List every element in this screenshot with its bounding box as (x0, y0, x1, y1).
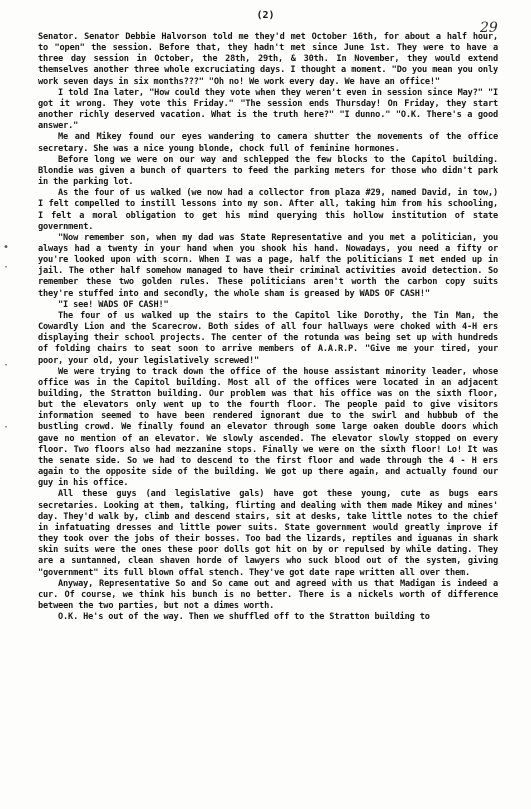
paragraph: Senator. Senator Debbie Halvorson told me they'd met October 16th, for about a half hour, to "open" the session. Before that, they hadn't met since June 1st. They were to have a three day session in October, the 28th, 29th, & 30th. In November, they would extend themselves another three whole excruciating days. I thought a moment. "Do you mean you only work seven days in six months???" "Oh no! We work every day. We have an office!" (38, 32, 498, 87)
paragraph: Me and Mikey found our eyes wandering to camera shutter the movements of the office secretary. She was a nice young blonde, chock full of feminine hormones. (38, 132, 498, 154)
margin-mark: · (3, 422, 10, 433)
paragraph: The four of us walked up the stairs to the Capitol like Dorothy, the Tin Man, the Cowardly Lion and the Scarecrow. Both sides of all four hallways were choked with 4-H ers displaying their school projects. The center of the rotunda was being set up with hundreds of folding chairs to seat soon to arrive members of A.A.R.P. "Give me your tired, your poor, your old, your legislatively screwed!" (38, 310, 498, 366)
paragraph: We were trying to track down the office of the house assistant minority leader, whose office was in the Capitol building. Most all of the offices were located in an adjacent building, the Stratton building. Our problem was that his office was on the sixth floor, but the elevators only went up to the fourth floor. The people paid to give visitors information seemed to have been rendered ignorant due to the swirl and hubbub of the bustling crowd. We finally found an elevator through some large oaken double doors which gave no mention of an elevator. We slowly ascended. The elevator slowly stopped on every floor. Two floors also had mezzanine stops. Finally we were on the sixth floor! Lo! It was the senate side. So we had to descend to the first floor and wade through the 4 - H ers again to the opposite side of the building. We got up there again, and actually found our guy in his office. (38, 366, 498, 489)
letter-body (38, 32, 498, 623)
paragraph: Anyway, Representative So and So came out and agreed with us that Madigan is indeed a cur. Of course, we think his bunch is no better. There is a nickels worth of difference between the two parties, but not a dimes worth. (38, 578, 498, 611)
page-number: (2) (256, 10, 275, 21)
paragraph: I told Ina later, "How could they vote when they weren't even in session since May?" "I got it wrong. They vote this Friday." "The session ends Thursday! On Friday, they start another richly deserved vacation. What is the truth here?" "I dunno." "O.K. There's a good answer." (38, 87, 498, 132)
paragraph: All these guys (and legislative gals) have got these young, cute as bugs ears secretaries. Looking at them, talking, flirting and dealing with them made Mikey and mines' day. They'd walk by, climb and descend stairs, sit at desks, take little notes to the chief in infatuating dresses and little power suits. State government would greatly improve if they took over the jobs of their bosses. Too bad the lizards, reptiles and iguanas in shark skin suits were the ones these poor dolls got hit on by or repulsed by while dating. They are a suntanned, clean shaven horde of lawyers who suck blood out of the system, giving "government" its full blown offal stench. They've got date rape written all over them. (38, 489, 498, 578)
paragraph: Before long we were on our way and schlepped the few blocks to the Capitol building. Blondie was given a bunch of quarters to feed the parking meters for those who didn't park in the parking lot. (38, 154, 498, 188)
handwritten-page-number: 29 (480, 20, 498, 36)
paragraph: "I see! WADS OF CASH!" (58, 299, 169, 310)
paragraph: As the four of us walked (we now had a collector from plaza #29, named David, in tow,) I felt compelled to instill lessons into my son. After all, taking him from his schooling, I felt a moral obligation to get his mind querying this hollow institution of state government. (38, 188, 498, 232)
margin-mark: • (3, 242, 10, 253)
margin-mark: · (3, 360, 10, 371)
margin-mark: · (3, 262, 10, 273)
paragraph: "Now remember son, when my dad was State Representative and you met a politician, you always had a twenty in your hand when you shook his hand. Nowadays, you need a fifty or you're looked upon with scorn. When I was a page, half the politicians I met ended up in jail. The other half somehow managed to have their criminal activities avoid detection. So remember these two golden rules. These politicians aren't worth the carbon copy suits they're stuffed into and secondly, the whole sham is greased by WADS OF CASH!" (38, 232, 498, 299)
paragraph: O.K. He's out of the way. Then we shuffled off to the Stratton building to (58, 612, 430, 623)
